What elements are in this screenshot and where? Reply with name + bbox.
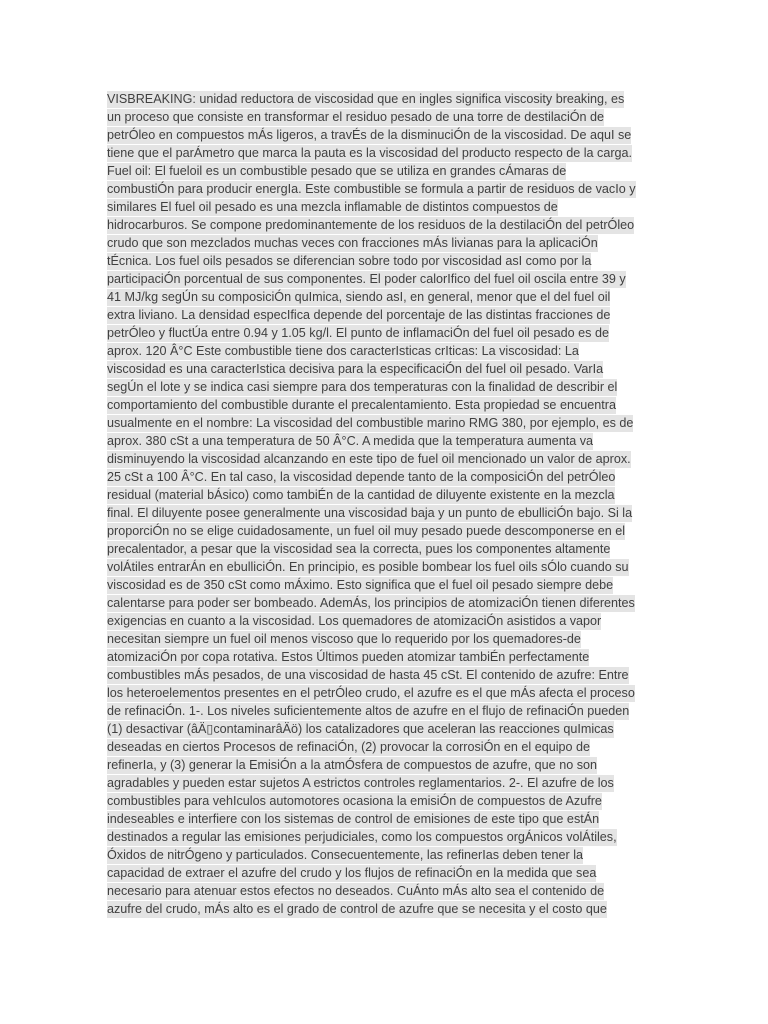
- text-line-content: petrÓleo en compuestos mÁs ligeros, a travÉs de la disminuciÓn de la viscosidad. De aquI se: [107, 128, 632, 142]
- text-line: [107, 486, 647, 504]
- text-line: [107, 540, 647, 558]
- text-line: [107, 594, 647, 612]
- text-line: [107, 864, 647, 882]
- text-line: [107, 234, 647, 252]
- text-line-content: precalentador, a pesar que la viscosidad sea la correcta, pues los componentes altamente: [107, 542, 611, 556]
- text-line-content: 41 MJ/kg segÚn su composiciÓn quImica, siendo asI, en general, menor que el del fuel oil: [107, 290, 611, 304]
- text-line: [107, 432, 647, 450]
- text-line: [107, 666, 647, 684]
- text-line-content: VISBREAKING: unidad reductora de viscosidad que en ingles significa viscosity breaking, es: [107, 92, 625, 106]
- text-line: [107, 306, 647, 324]
- text-line-content: participaciÓn porcentual de sus componentes. El poder calorIfico del fuel oil oscila entre 39 y: [107, 272, 626, 286]
- text-line: [107, 846, 647, 864]
- text-line-content: viscosidad es una caracterIstica decisiva para la especificaciÓn del fuel oil pesado. VarIa: [107, 362, 604, 376]
- text-line-content: azufre del crudo, mÁs alto es el grado de control de azufre que se necesita y el costo que: [107, 902, 607, 916]
- text-line-content: comportamiento del combustible durante el precalentamiento. Esta propiedad se encuentra: [107, 398, 616, 412]
- text-line: [107, 126, 647, 144]
- text-line: [107, 468, 647, 486]
- text-line: [107, 108, 647, 126]
- text-line-content: tÉcnica. Los fuel oils pesados se diferencian sobre todo por viscosidad asI como por la: [107, 254, 592, 268]
- text-line-content: combustibles para vehIculos automotores ocasiona la emisiÓn de compuestos de Azufre: [107, 794, 602, 808]
- text-line-content: indeseables e interfiere con los sistemas de control de emisiones de este tipo que estÁn: [107, 812, 600, 826]
- text-line-content: viscosidad es de 350 cSt como mÁximo. Esto significa que el fuel oil pesado siempre debe: [107, 578, 614, 592]
- text-line-content: segÚn el lote y se indica casi siempre para dos temperaturas con la finalidad de describir el: [107, 380, 618, 394]
- text-line: [107, 288, 647, 306]
- text-line: [107, 828, 647, 846]
- text-line: [107, 774, 647, 792]
- text-line: [107, 252, 647, 270]
- text-line: [107, 450, 647, 468]
- text-line: [107, 738, 647, 756]
- text-line-content: necesario para atenuar estos efectos no deseados. CuÁnto mÁs alto sea el contenido de: [107, 884, 605, 898]
- text-line: [107, 882, 647, 900]
- text-line-content: Fuel oil: El fueloil es un combustible pesado que se utiliza en grandes cÁmaras de: [107, 164, 567, 178]
- text-line-content: capacidad de extraer el azufre del crudo y los flujos de refinaciÓn en la medida que sea: [107, 866, 597, 880]
- text-line-content: crudo que son mezclados muchas veces con fracciones mÁs livianas para la aplicaciÓn: [107, 236, 598, 250]
- text-line: [107, 648, 647, 666]
- text-line-content: destinados a regular las emisiones perjudiciales, como los compuestos orgÁnicos volÁtiles,: [107, 830, 617, 844]
- text-line-content: 25 cSt a 100 Â°C. En tal caso, la viscosidad depende tanto de la composiciÓn del petrÓleo: [107, 470, 616, 484]
- text-line-content: final. El diluyente posee generalmente una viscosidad baja y un punto de ebulliciÓn bajo. Si la: [107, 506, 633, 520]
- text-line-content: calentarse para poder ser bombeado. AdemÁs, los principios de atomizaciÓn tienen diferentes: [107, 596, 635, 610]
- text-line-content: aprox. 120 Â°C Este combustible tiene dos caracterIsticas crIticas: La viscosidad: La: [107, 344, 579, 358]
- text-line-content: refinerIa, y (3) generar la EmisiÓn a la atmÓsfera de compuestos de azufre, que no son: [107, 758, 598, 772]
- text-line: [107, 720, 647, 738]
- text-line: [107, 180, 647, 198]
- text-line-content: combustiÓn para producir energIa. Este combustible se formula a partir de residuos de vacIo y: [107, 182, 636, 196]
- text-line: [107, 522, 647, 540]
- text-line: [107, 216, 647, 234]
- text-line: [107, 378, 647, 396]
- text-line: [107, 90, 647, 108]
- text-line: [107, 144, 647, 162]
- text-line: [107, 792, 647, 810]
- text-line: [107, 576, 647, 594]
- body-text: [107, 90, 647, 918]
- text-line-content: disminuyendo la viscosidad alcanzando en este tipo de fuel oil mencionado un valor de aprox.: [107, 452, 631, 466]
- text-line: [107, 684, 647, 702]
- text-line-content: exigencias en cuanto a la viscosidad. Los quemadores de atomizaciÓn asistidos a vapor: [107, 614, 602, 628]
- text-line-content: similares El fuel oil pesado es una mezcla inflamable de distintos compuestos de: [107, 200, 558, 214]
- text-line: [107, 342, 647, 360]
- text-line-content: usualmente en el nombre: La viscosidad del combustible marino RMG 380, por ejemplo, es de: [107, 416, 634, 430]
- text-line-content: atomizaciÓn por copa rotativa. Estos Últimos pueden atomizar tambiÉn perfectamente: [107, 650, 590, 664]
- text-line: [107, 324, 647, 342]
- text-line: [107, 900, 647, 918]
- text-line-content: Óxidos de nitrÓgeno y particulados. Consecuentemente, las refinerIas deben tener la: [107, 848, 584, 862]
- text-line: [107, 558, 647, 576]
- text-line: [107, 702, 647, 720]
- text-line-content: de refinaciÓn. 1-. Los niveles suficientemente altos de azufre en el flujo de refinaciÓn pueden: [107, 704, 630, 718]
- text-line: [107, 810, 647, 828]
- text-line: [107, 396, 647, 414]
- text-line-content: combustibles mÁs pesados, de una viscosidad de hasta 45 cSt. El contenido de azufre: Entre: [107, 668, 629, 682]
- text-line: [107, 414, 647, 432]
- text-line-content: petrÓleo y fluctÚa entre 0.94 y 1.05 kg/l. El punto de inflamaciÓn del fuel oil pesado es de: [107, 326, 609, 340]
- text-line-content: un proceso que consiste en transformar el residuo pesado de una torre de destilaciÓn de: [107, 110, 605, 124]
- text-line-content: aprox. 380 cSt a una temperatura de 50 Â°C. A medida que la temperatura aumenta va: [107, 434, 593, 448]
- text-line-content: volÁtiles entrarÁn en ebulliciÓn. En principio, es posible bombear los fuel oils sÓlo cuando su: [107, 560, 629, 574]
- text-line: [107, 756, 647, 774]
- text-line: [107, 198, 647, 216]
- text-line-content: tiene que el parÁmetro que marca la pauta es la viscosidad del producto respecto de la carga.: [107, 146, 633, 160]
- text-line-content: deseadas en ciertos Procesos de refinaciÓn, (2) provocar la corrosiÓn en el equipo de: [107, 740, 591, 754]
- text-line-content: agradables y pueden estar sujetos A estrictos controles reglamentarios. 2-. El azufre de los: [107, 776, 614, 790]
- text-line-content: extra liviano. La densidad especIfica depende del porcentaje de las distintas fracciones de: [107, 308, 611, 322]
- text-line-content: proporciÓn no se elige cuidadosamente, un fuel oil muy pesado puede descomponerse en el: [107, 524, 626, 538]
- text-line: [107, 612, 647, 630]
- text-line-content: (1) desactivar (âÄ▯contaminarâÄö) los catalizadores que aceleran las reacciones quImicas: [107, 722, 614, 736]
- text-line: [107, 630, 647, 648]
- text-line: [107, 162, 647, 180]
- text-line-content: hidrocarburos. Se compone predominantemente de los residuos de la destilaciÓn del petrÓleo: [107, 218, 635, 232]
- text-line: [107, 270, 647, 288]
- text-line: [107, 360, 647, 378]
- text-line-content: residual (material bÁsico) como tambiÉn de la cantidad de diluyente existente en la mezcla: [107, 488, 615, 502]
- text-line-content: los heteroelementos presentes en el petrÓleo crudo, el azufre es el que mÁs afecta el proceso: [107, 686, 635, 700]
- text-line: [107, 504, 647, 522]
- text-line-content: necesitan siempre un fuel oil menos viscoso que lo requerido por los quemadores-de: [107, 632, 581, 646]
